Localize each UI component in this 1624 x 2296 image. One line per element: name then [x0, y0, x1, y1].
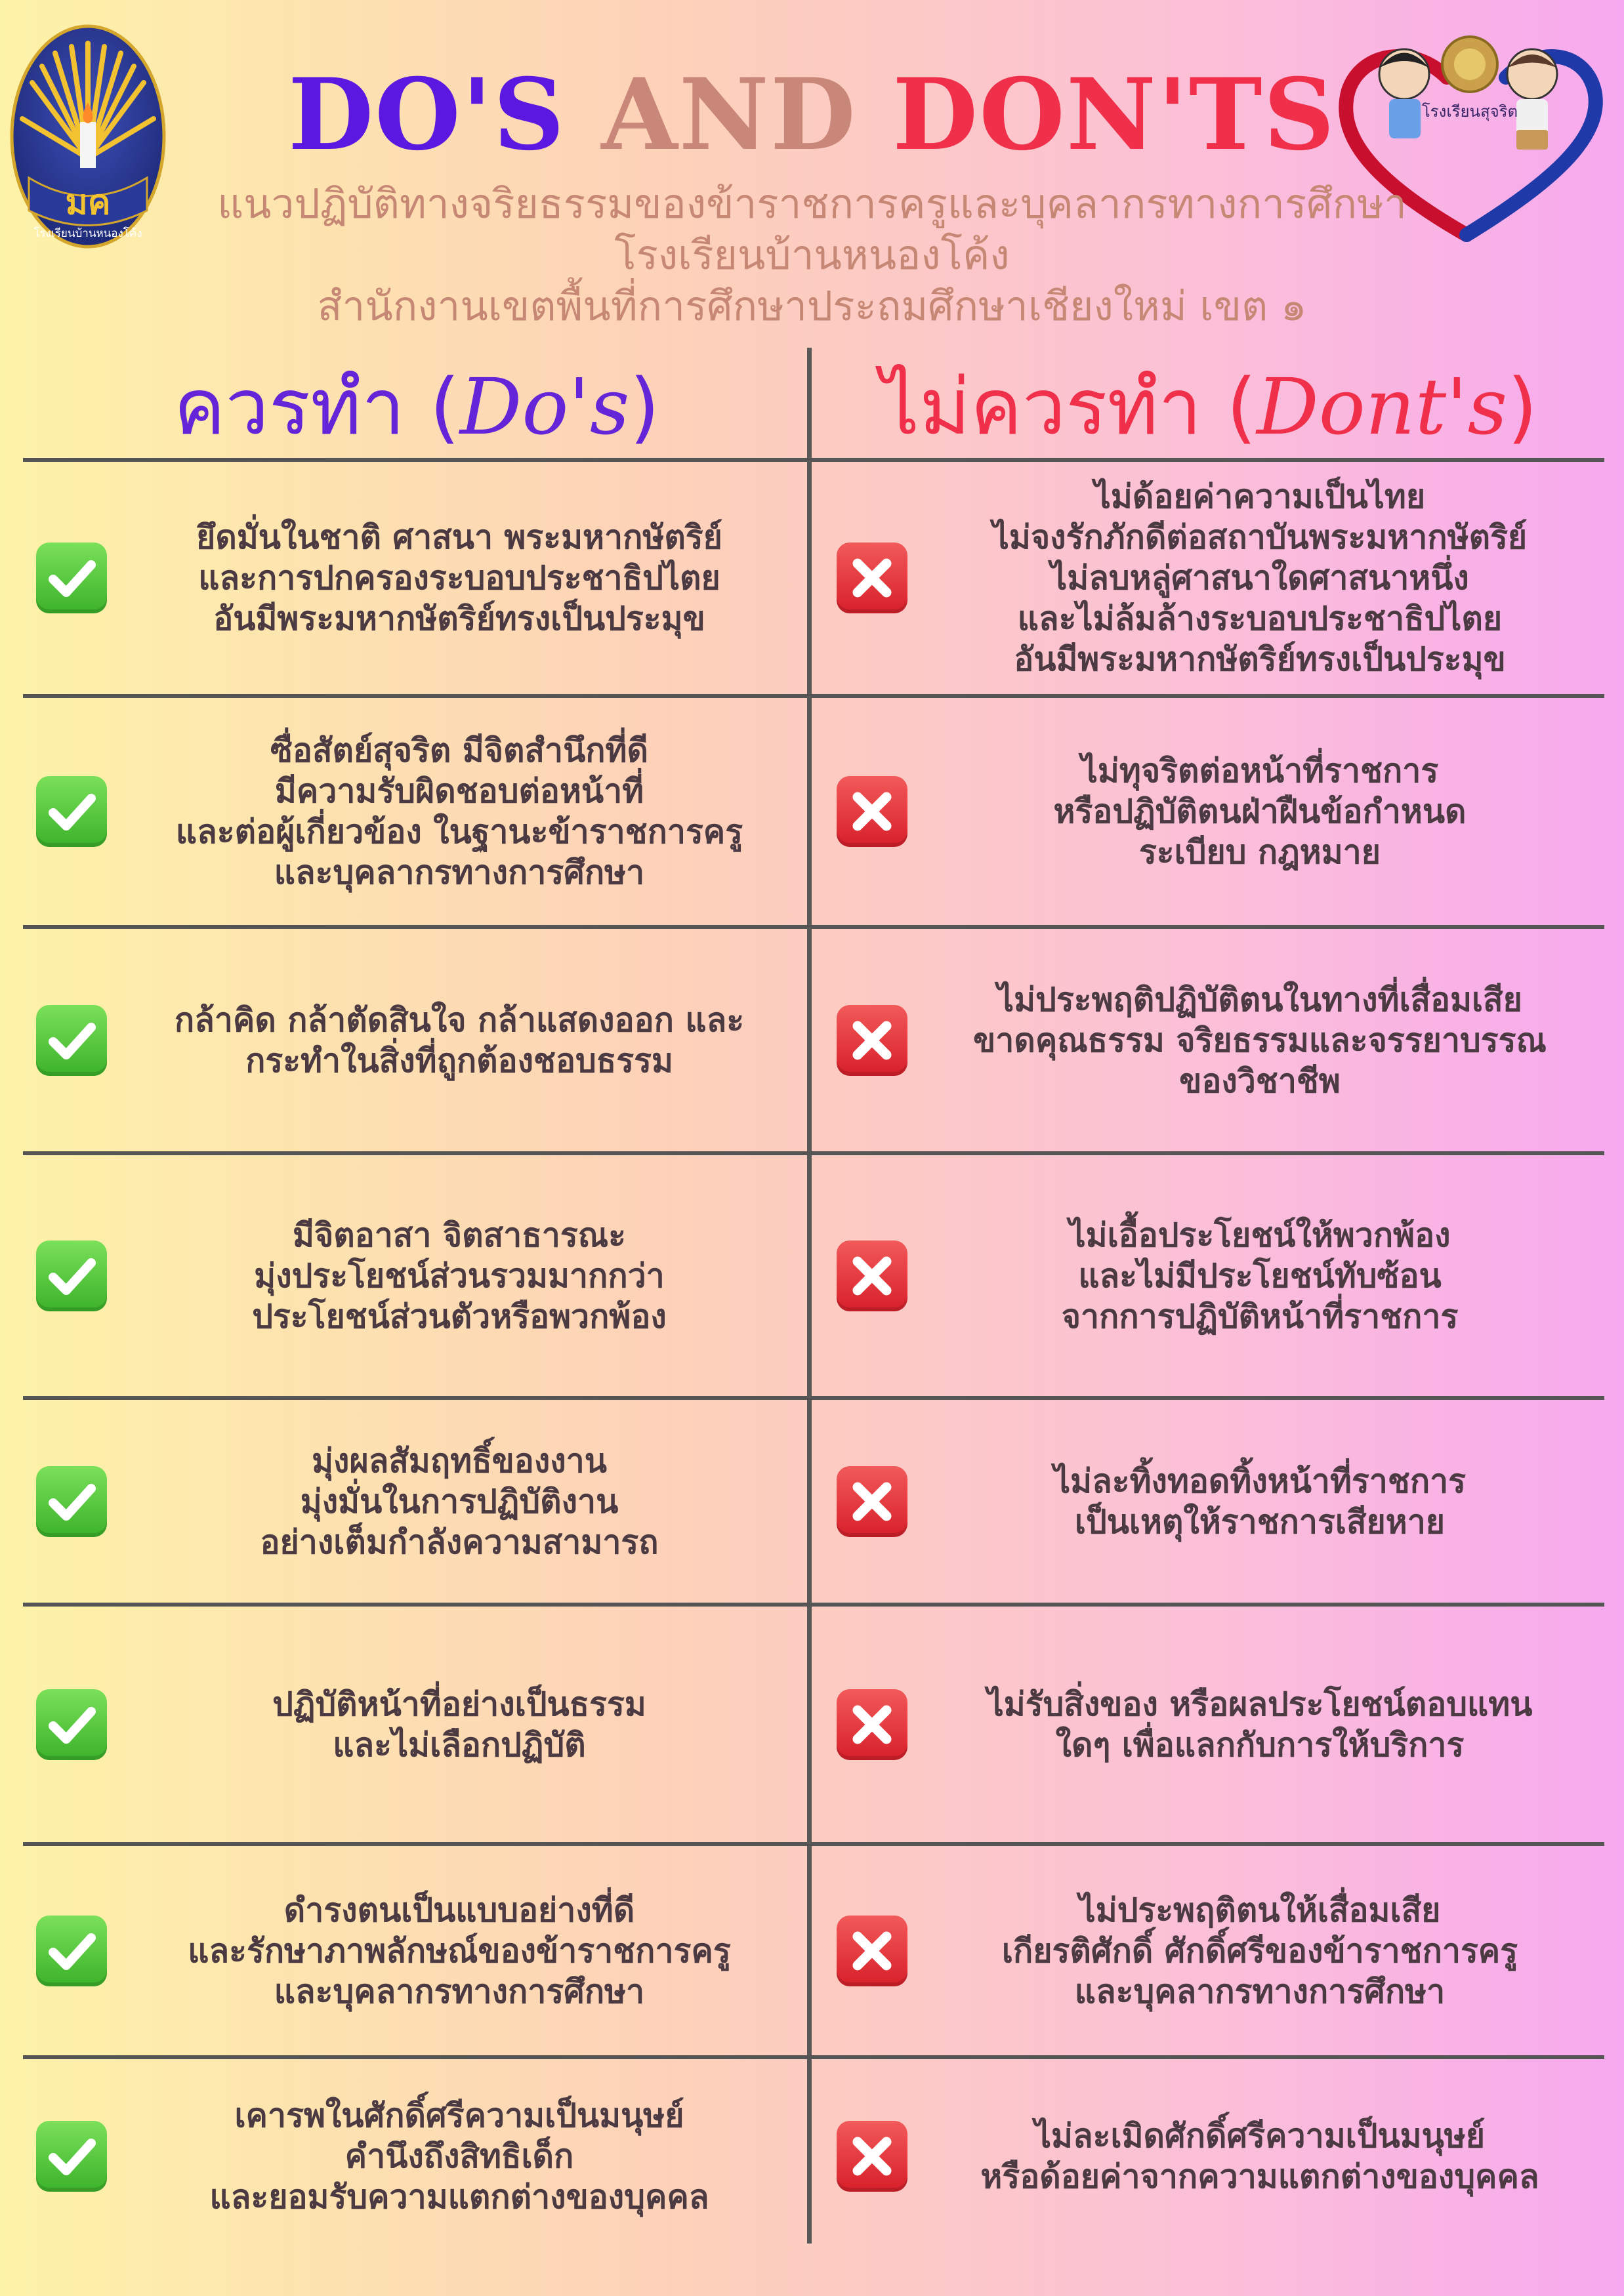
dont-item: [915, 929, 1604, 1151]
dont-item: [915, 698, 1604, 925]
check-mark-icon: [36, 2121, 107, 2192]
check-mark-icon: [36, 1916, 107, 1986]
cross-mark-icon: [837, 1916, 907, 1986]
check-mark-icon: [36, 1689, 107, 1760]
logo-left-caption: โรงเรียนบ้านหนองโค้ง: [33, 227, 142, 240]
dont-item-text: ไม่ละเมิดศักดิ์ศรีความเป็นมนุษย์ หรือด้อยค่าจากความแตกต่างของบุคคล: [980, 2116, 1539, 2196]
do-item: [118, 2059, 801, 2253]
column-header-dont: [814, 354, 1604, 459]
title-donts: DON'TS: [892, 57, 1336, 173]
dont-label: ไม่ควรทำ (: [880, 361, 1257, 452]
dont-item: [915, 2059, 1604, 2253]
do-item: [118, 1155, 801, 1396]
dont-item-text: ไม่ด้อยค่าความเป็นไทย ไม่จงรักภักดีต่อสถาบันพระมหากษัตริย์ ไม่ลบหลู่ศาสนาใดศาสนาหนึ่ง และไม่ล้มล้างระบอบประชาธิปไตย อันมีพระมหากษัตริย์ทรงเป็นประมุข: [992, 478, 1528, 678]
do-item-text: กล้าคิด กล้าตัดสินใจ กล้าแสดงออก และ กระทำในสิ่งที่ถูกต้องชอบธรรม: [174, 1000, 745, 1080]
do-item-text: ซื่อสัตย์สุจริต มีจิตสำนึกที่ดี มีความรับผิดชอบต่อหน้าที่ และต่อผู้เกี่ยวข้อง ในฐานะข้าราชการครู และบุคลากรทางการศึกษา: [175, 731, 743, 892]
dont-item: [915, 1400, 1604, 1603]
page-title: [0, 59, 1624, 171]
check-mark-icon: [36, 1466, 107, 1537]
subtitle-line-1: แนวปฏิบัติทางจริยธรรมของข้าราชการครูและบุคลากรทางการศึกษา: [217, 180, 1407, 228]
check-mark-icon: [36, 776, 107, 847]
dont-item-text: ไม่ประพฤติตนให้เสื่อมเสีย เกียรติศักดิ์ ศักดิ์ศรีของข้าราชการครู และบุคลากรทางการศึกษา: [1001, 1891, 1518, 2011]
do-item-text: ดำรงตนเป็นแบบอย่างที่ดี และรักษาภาพลักษณ์ของข้าราชการครู และบุคลากรทางการศึกษา: [188, 1891, 731, 2011]
check-mark-icon: [36, 1240, 107, 1311]
dont-item-text: ไม่เอื้อประโยชน์ให้พวกพ้อง และไม่มีประโยชน์ทับซ้อน จากการปฏิบัติหน้าที่ราชการ: [1061, 1216, 1459, 1336]
dont-script-label: Dont's: [1257, 361, 1508, 452]
do-item: [118, 929, 801, 1151]
check-mark-icon: [36, 543, 107, 613]
do-item-text: ยึดมั่นในชาติ ศาสนา พระมหากษัตริย์ และการปกครองระบอบประชาธิปไตย อันมีพระมหากษัตริย์ทรงเป็นประมุข: [196, 518, 722, 638]
dont-item: [915, 462, 1604, 694]
dont-item-text: ไม่ทุจริตต่อหน้าที่ราชการ หรือปฏิบัติตนฝ่าฝืนข้อกำหนด ระเบียบ กฎหมาย: [1053, 752, 1467, 871]
do-label-close: ): [629, 361, 660, 452]
do-item: [118, 462, 801, 694]
column-header-do: [23, 354, 810, 459]
do-item-text: มีจิตอาสา จิตสาธารณะ มุ่งประโยชน์ส่วนรวมมากกว่า ประโยชน์ส่วนตัวหรือพวกพ้อง: [252, 1216, 667, 1336]
subtitle-line-2: โรงเรียนบ้านหนองโค้ง: [614, 231, 1010, 279]
check-mark-icon: [36, 1005, 107, 1076]
dont-item-text: ไม่รับสิ่งของ หรือผลประโยชน์ตอบแทน ใดๆ เพื่อแลกกับการให้บริการ: [987, 1685, 1533, 1764]
do-item-text: เคารพในศักดิ์ศรีความเป็นมนุษย์ คำนึงถึงสิทธิเด็ก และยอมรับความแตกต่างของบุคคล: [209, 2096, 709, 2216]
cross-mark-icon: [837, 2121, 907, 2192]
column-divider: [807, 348, 812, 2244]
do-item: [118, 1846, 801, 2055]
title-dos: DO'S: [288, 57, 566, 173]
cross-mark-icon: [837, 1005, 907, 1076]
do-item-text: มุ่งผลสัมฤทธิ์ของงาน มุ่งมั่นในการปฏิบัติงาน อย่างเต็มกำลังความสามารถ: [260, 1441, 659, 1561]
dont-item: [915, 1846, 1604, 2055]
dont-label-close: ): [1507, 361, 1538, 452]
do-item: [118, 698, 801, 925]
dont-item: [915, 1607, 1604, 1842]
dont-item: [915, 1155, 1604, 1396]
do-label: ควรทำ (: [173, 361, 460, 452]
cross-mark-icon: [837, 1466, 907, 1537]
cross-mark-icon: [837, 543, 907, 613]
logo-left-letters: มค: [65, 183, 111, 222]
do-item: [118, 1607, 801, 1842]
subtitle-line-3: สำนักงานเขตพื้นที่การศึกษาประถมศึกษาเชียงใหม่ เขต ๑: [317, 282, 1307, 330]
title-and: AND: [601, 57, 857, 173]
cross-mark-icon: [837, 1240, 907, 1311]
logo-right-caption: โรงเรียนสุจริต: [1421, 102, 1518, 121]
do-script-label: Do's: [459, 361, 630, 452]
cross-mark-icon: [837, 1689, 907, 1760]
cross-mark-icon: [837, 776, 907, 847]
dont-item-text: ไม่ประพฤติปฏิบัติตนในทางที่เสื่อมเสีย ขาดคุณธรรม จริยธรรมและจรรยาบรรณ ของวิชาชีพ: [973, 980, 1547, 1100]
do-item-text: ปฏิบัติหน้าที่อย่างเป็นธรรม และไม่เลือกปฏิบัติ: [272, 1685, 646, 1764]
do-item: [118, 1400, 801, 1603]
dont-item-text: ไม่ละทิ้งทอดทิ้งหน้าที่ราชการ เป็นเหตุให้ราชการเสียหาย: [1053, 1462, 1467, 1541]
